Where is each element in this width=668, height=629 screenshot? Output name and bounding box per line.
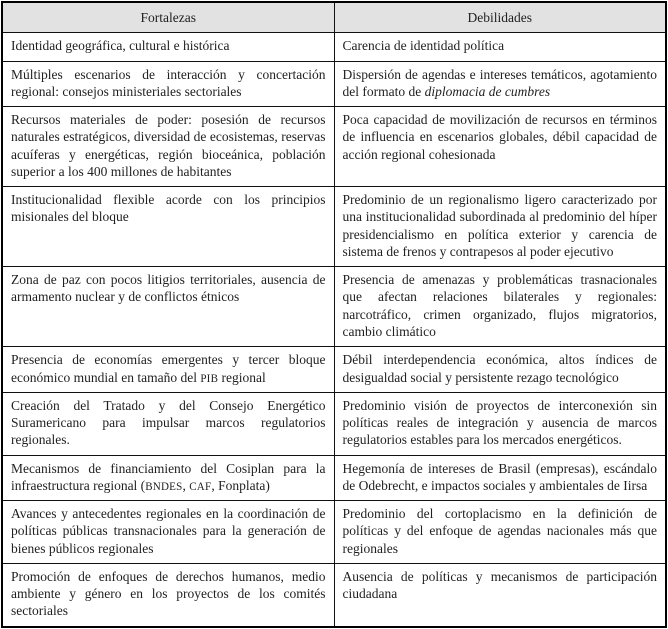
table-row (2, 455, 666, 501)
debilidad-cell (334, 455, 666, 501)
table-row (2, 563, 666, 626)
header-row (2, 2, 666, 33)
cell-text: Presencia de amenazas y problemáticas trasnacionales que afectan relaciones bilaterales y regionales: narcotráfico, crimen organizado, flujos migratorios, cambio climático (342, 272, 657, 339)
table-row (2, 501, 666, 564)
cell-text: , Fonplata) (211, 477, 270, 493)
fortaleza-cell (2, 347, 334, 393)
cell-text: Promoción de enfoques de derechos humanos, medio ambiente y género en los proyectos de los comités sectoriales (11, 568, 326, 619)
cell-text: Carencia de identidad política (342, 38, 505, 54)
cell-text: Avances y antecedentes regionales en la coordinación de políticas públicas transnacionales para la generación de bienes públicos regionales (11, 506, 326, 556)
table-row (2, 267, 666, 347)
fortaleza-cell (2, 33, 334, 61)
table-row (2, 347, 666, 393)
cell-text: Institucionalidad flexible acorde con los principios misionales del bloque (11, 192, 326, 225)
cell-text: Débil interdependencia económica, altos índices de desigualdad social y persistente rezago tecnológico (342, 352, 657, 385)
cell-text: regional (218, 369, 266, 385)
table-row (2, 187, 666, 267)
header-fortalezas: Fortalezas (2, 2, 334, 33)
table-body (2, 33, 666, 627)
debilidad-cell (334, 347, 666, 393)
cell-text: Predominio visión de proyectos de interconexión sin políticas reales de integración y ausencia de marcos regulatorios estables para los mercados energéticos. (342, 397, 657, 448)
cell-text: Hegemonía de intereses de Brasil (empresas), escándalo de Odebrecht, e impactos sociales y ambientales de Iirsa (342, 460, 657, 493)
cell-text-sc: CAF (189, 480, 212, 493)
table-row (2, 107, 666, 187)
cell-text: Creación del Tratado y del Consejo Energético Suramericano para impulsar marcos regulatorios regionales. (11, 397, 326, 448)
fortaleza-cell (2, 501, 334, 564)
table-row (2, 33, 666, 61)
fortaleza-cell (2, 392, 334, 455)
debilidad-cell (334, 563, 666, 626)
debilidad-cell (334, 33, 666, 61)
cell-text: Identidad geográfica, cultural e histórica (11, 38, 230, 54)
fortaleza-cell (2, 455, 334, 501)
fortaleza-cell (2, 107, 334, 187)
debilidad-cell (334, 187, 666, 267)
cell-text: Múltiples escenarios de interacción y concertación regional: consejos ministeriales sectoriales (11, 66, 326, 99)
debilidad-cell (334, 392, 666, 455)
fortaleza-cell (2, 563, 334, 626)
cell-text: Poca capacidad de movilización de recursos en términos de influencia en escenarios globales, débil capacidad de acción regional cohesionada (342, 112, 657, 162)
cell-text-sc: BNDES (145, 480, 183, 493)
debilidad-cell (334, 107, 666, 187)
cell-text-sc: PIB (200, 372, 219, 385)
cell-text: Zona de paz con pocos litigios territoriales, ausencia de armamento nuclear y de conflictos étnicos (11, 272, 326, 305)
fortaleza-cell (2, 187, 334, 267)
cell-text: Recursos materiales de poder: posesión de recursos naturales estratégicos, diversidad de ecosistemas, reservas acuíferas y energéticas, región bioceánica, población superior a los 400 millones de habitantes (11, 112, 326, 179)
table-row (2, 61, 666, 107)
fortalezas-debilidades-table (1, 1, 667, 628)
cell-text: , (182, 477, 190, 493)
cell-text-italic: diplomacia de cumbres (424, 83, 551, 99)
cell-text: Predominio del cortoplacismo en la definición de políticas y del enfoque de agendas nacionales más que regionales (342, 506, 657, 556)
cell-text: Predominio de un regionalismo ligero caracterizado por una institucionalidad subordinada al predominio del híper presidencialismo en política exterior y carencia de sistema de frenos y contrapesos al poder ejecutivo (342, 192, 657, 259)
cell-text: Mecanismos de financiamiento del Cosiplan para la infraestructura regional ( (11, 460, 326, 493)
debilidad-cell (334, 501, 666, 564)
cell-text: Ausencia de políticas y mecanismos de participación ciudadana (342, 568, 657, 602)
fortaleza-cell (2, 61, 334, 107)
table-header (2, 2, 666, 33)
debilidad-cell (334, 267, 666, 347)
cell-text: Presencia de economías emergentes y tercer bloque económico mundial en tamaño del (11, 352, 326, 385)
debilidad-cell (334, 61, 666, 107)
header-debilidades: Debilidades (334, 2, 666, 33)
cell-text: Dispersión de agendas e intereses temáticos, agotamiento del formato de (342, 66, 657, 99)
table-row (2, 392, 666, 455)
fortaleza-cell (2, 267, 334, 347)
